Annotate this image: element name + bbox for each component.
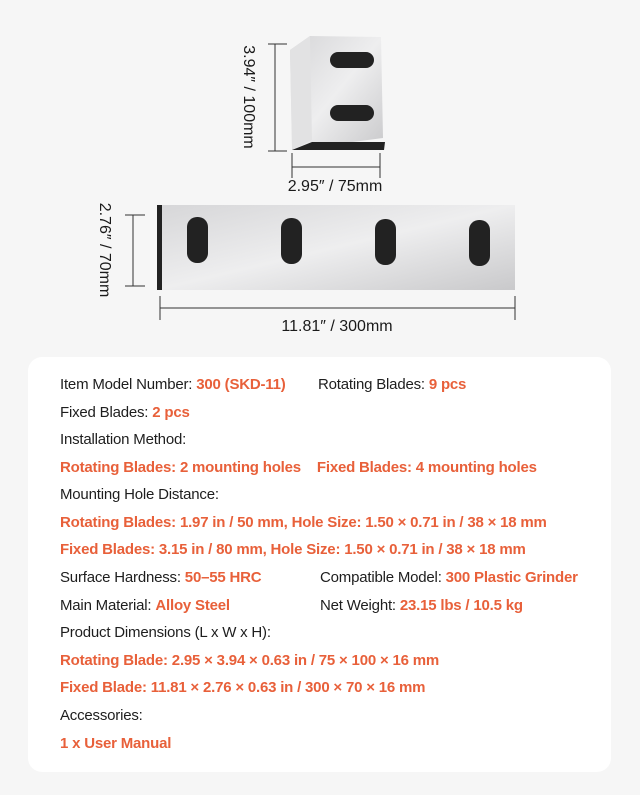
- material-value: Alloy Steel: [155, 597, 230, 614]
- spec-row-fixed: [60, 404, 190, 421]
- fixed-blade-image: [157, 205, 515, 290]
- install-method-label: Installation Method:: [60, 431, 187, 448]
- accessories-label: Accessories:: [60, 707, 143, 724]
- spec-row-material: [60, 597, 523, 614]
- fixed-blade-length-dimension: [160, 296, 515, 320]
- rotating-blade-height-label: 3.94″ / 100mm: [240, 45, 257, 149]
- fixed-blades-value: 2 pcs: [152, 404, 190, 421]
- spec-row-install: [60, 459, 537, 476]
- hole-fixed-value: Fixed Blades: 3.15 in / 80 mm, Hole Size: 1.50 × 0.71 in / 38 × 18 mm: [60, 541, 526, 558]
- specifications-card: [28, 357, 611, 772]
- net-weight-label: Net Weight:: [320, 597, 400, 614]
- net-weight-value: 23.15 lbs / 10.5 kg: [399, 597, 523, 614]
- hole-distance-label: Mounting Hole Distance:: [60, 486, 219, 503]
- rotating-blades-label: Rotating Blades:: [318, 376, 429, 393]
- install-rotating-value: Rotating Blades: 2 mounting holes: [60, 459, 301, 476]
- material-label: Main Material:: [60, 597, 156, 614]
- blade-dimension-diagram: [0, 0, 640, 350]
- model-label: Item Model Number:: [60, 376, 197, 393]
- hardness-label: Surface Hardness:: [60, 569, 185, 586]
- rotating-blade-width-dimension: [292, 153, 380, 178]
- fixed-blade-length-label: 11.81″ / 300mm: [281, 318, 393, 335]
- dimensions-label: Product Dimensions (L x W x H):: [60, 624, 271, 641]
- hardness-value: 50–55 HRC: [184, 569, 262, 586]
- rotating-blade-height-dimension: [268, 44, 287, 151]
- compatible-model-label: Compatible Model:: [320, 569, 446, 586]
- model-value: 300 (SKD-11): [196, 376, 286, 393]
- fixed-blade-height-dimension: [125, 215, 145, 286]
- install-fixed-value: Fixed Blades: 4 mounting holes: [316, 459, 537, 476]
- spec-row-hardness: [60, 569, 578, 586]
- hole-rotating-value: Rotating Blades: 1.97 in / 50 mm, Hole Size: 1.50 × 0.71 in / 38 × 18 mm: [60, 514, 547, 531]
- rotating-blade-width-label: 2.95″ / 75mm: [287, 178, 383, 195]
- rotating-blades-value: 9 pcs: [428, 376, 467, 393]
- rotating-blade-image: [290, 36, 385, 150]
- fixed-blade-height-label: 2.76″ / 70mm: [96, 202, 113, 298]
- accessories-value: 1 x User Manual: [60, 735, 172, 752]
- spec-row-model: [60, 376, 467, 393]
- compatible-model-value: 300 Plastic Grinder: [445, 569, 578, 586]
- dims-rotating-value: Rotating Blade: 2.95 × 3.94 × 0.63 in / 75 × 100 × 16 mm: [60, 652, 439, 669]
- dims-fixed-value: Fixed Blade: 11.81 × 2.76 × 0.63 in / 300 × 70 × 16 mm: [60, 679, 426, 696]
- fixed-blades-label: Fixed Blades:: [60, 404, 153, 421]
